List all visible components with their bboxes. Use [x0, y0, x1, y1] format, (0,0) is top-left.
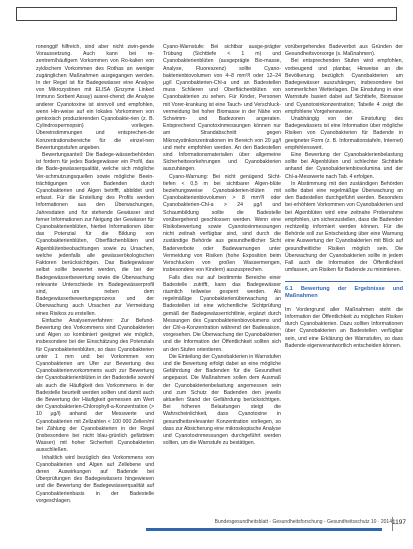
paragraph: Bewertungsanteil: Die Badege-wässerbehörden ist fordern für jedes Badegewässer ein Profil, das die Bade-gewässerqualität, welche sich mögliche Ver-schmutzungsquellen sowie mögliche Beein-trächtigungen von Badenden durch Cyanobakterien und Algen betrifft, abbildet und erfasst. Für die Erstellung des Profils werden Informationen aus den Überwachungen, Jahresdaten und für stehende Gewässer sind ferner Informationen zur Neigung der Gewässer für Cyanobakterienblüten, hierbei Informationen über das Potenzial für die Bildung von Cyanobakterienblüten, Oberflächenblüten und Algenblütenbeobachtungen sowie zu Ursachen, welche jedenfalls alle gewässerökologischen Faktoren berücksichtigen. Das Badegewässer selbst sollte bewertet werden, die bei der Badegewässerbewertung sowie die Überwachung relevante Unterschiede im Badegewässerprofil sind, um neben dem Badegewässerbewertungsprozess und der Überwachung auch Ursachen zur Vermeidung eines Risikos zu erstellen.: [36, 152, 154, 317]
paragraph: In Abstimmung mit den zuständigen Behörden sollte dabei eine regelmäßige Überwachung an den Badestellen durchgeführt werden. Besonders bei erhöhtem Vorkommen von Cyanobakterien und bei Algenblüten wird eine zeitnahe Probenahme empfohlen, um sicherzustellen, dass die Badenden rechtzeitig informiert werden können. Für die Behörde soll zur Entscheidung über eine Warnung eine Auswertung der Cyanobakterien mit Blick auf gesundheitliche Risiken möglich sein. Die Überwachung der Cyanobakterien sollte in jedem Fall auch die Information der Öffentlichkeit umfassen, um Risiken für Badende zu minimieren.: [285, 180, 403, 274]
text-column-1: [36, 44, 154, 505]
paragraph: Falls dies nur auf bestimmte Bereiche einer Badestelle zutrifft, kann das Badegewässer räumlich teilweise gesperrt werden. Als regelmäßige Cyanobakterienüberwachung an Badestellen ist eine wöchentliche Sichtprüfung gemäß der Badegewässerrichtlinie, ergänzt durch Messungen des Cyanobakterienbiovolumens und der Chl-a-Konzentration während der Badesaison, vorgesehen. Die Überwachung der Cyanobakterien und die Information der Öffentlichkeit sollten sich an den Stufen orientieren.: [163, 274, 281, 353]
section-heading: 6.1 Bewertung der Ergebnisse und Maßnahmen: [285, 286, 403, 300]
paragraph: Die Einteilung der Cyanobakterien in Warnstufen und die Bewertung erfolgt dabei an eine mögliche Gefährdung der Badenden für die Gesundheit angepasst. Die Maßnahmen sollen dem Ausmaß der Cyanobakterienbelastung angemessen sein und zum Schutz der Badenden den jeweils aktuellen Stand der Gefährdung berücksichtigen. Bei höheren Belastungen steigt die Wahrscheinlichkeit, dass Cyanotoxine in gesundheitsrelevanter Konzentration vorliegen, so dass zur Absicherung eine mikroskopische Analyse und Cyanotoxinmessungen durchgeführt werden sollten, um die Warnstufe zu bestätigen.: [163, 353, 281, 447]
text-column-2: [163, 44, 281, 447]
footer-color-bar: [146, 528, 382, 531]
paragraph: vorübergehendes Badeverbot aus Gründen der Gesundheitsvorsorge (s. Maßnahmen).: [285, 44, 403, 58]
journal-citation: Bundesgesundheitsblatt - Gesundheitsforschung - Gesundheitsschutz 10 · 2014: [214, 519, 392, 525]
paragraph: ronenggif hilfreich, sind aber nicht zwin-gende Voraussetzung. Auch kann bei re-zentrem/häufigem Vorkommen von Ro-kalien von zyklischem Vorkommen des Rothas an weniger zugänglichen Maßnahmen ausgegangen werden. In der Regel ist für Badegewässer eine Analyse von Mikrozystinen mit ELISA (Enzyme Linked Immuno Sorbent Assay) ausrei-chend; die Analyse anderer Cyanotoxine ist sinnvoll und empfohlen, wenn Hin-weise auf ein lokales Vorkommen von gentoxisch produzierenden Cyanobakte-rien (z. B. Cylindrospermopsin) vorliegen. Übereinstimmungen und entsprechen-de Konzentrationsbereiche für die einzel-nen Bewertungsstufen angeben.: [36, 44, 154, 151]
section-rule: [285, 281, 403, 283]
paragraph: Cyano-Warnung: Bei nicht genügend Sicht-tiefen < 0,5 m bei sichtbarer Algen-blüte beziehungsweise Cyanobakterien-blüten mit Cyanobakterienbiovolumen > 8 mm³/l oder Cyanobakterien-Chl-a > 24 µg/l und Schaumbildung sollte die Badestelle vorübergehend geschlossen werden. Wenn eine Risikobewertung sowie Cyanotoxinmessungen nicht zeitnah verfügbar sind, sind durch die zuständige Behörde aus gesundheitlicher Sicht Baderverbote oder Badewarnungen unter Vermeidung von Risiken (hohe Exposition beim Verschlucken von großen Wassermengen, insbesondere von Kindern) auszusprechen.: [163, 173, 281, 274]
header-box: [16, 7, 397, 21]
paragraph: Inhaltlich wird bezüglich des Vorkommens von Cyanobakterien und Algen auf Zellebene und deren Auswirkungen auf Badende bei Überprüfungen des Badegewässers hingewiesen und die Bewertung der Badegewässerqualität auf Cyanobakterienbasis in der Badestelle vorgeschlagen.: [36, 454, 154, 504]
paragraph: Im Vordergrund aller Maßnahmen steht die Information der Öffentlichkeit zu möglichen Risiken durch Cyanobakterien. Dazu sollten Informationen über Cyanobakterien an Badestellen verfügbar sein, und eine Erklärung der Warnstufen, so dass Badende eigenverantwortlich entscheiden können.: [285, 306, 403, 349]
page-number: 1197: [392, 519, 406, 526]
paragraph: Bei entsprechenden Stufen wird empfohlen, vorbeugend und planbar, Hinweise an die Bevölkerung bezüglich Cyanobakterien am Badegewässer auszuhängen, insbesondere bei sommerlichen Wetterlagen. Die Einstufung in eine Warnstufe basiert dabei auf Sichttiefe, Biomasse und Cyanotoxinkonzentration; Tabelle 4 zeigt die empfohlene Vorgehensweise.: [285, 58, 403, 115]
paragraph: Eine Bewertung der Cyanobakterienbelastung sollte bei Algenblüten und schlechter Sichttiefe anhand der Cyanobakterienbiovolumina und der Chl-a-Messwerte nach Tab. 4 erfolgen.: [285, 152, 403, 180]
paragraph: Cyano-Warnstufe: Bei sichtbar ausge-prägter Trübung (Sichttiefe < 1 m) und Cyanobakterienblüten (ausgeprägte Bio-masse, Analyse, Fluoreszenz) sollte Cyano-bakterienbiovolumen von 4–8 mm³/l oder 12–24 µg/l Cyanobakterien-Chl-a und an Badestellen muss Schlieren und Oberflächenblüten von Cyanobakterien zu sehen. Für Kinder, Personen mit Vorer-krankung ist eine Tauch- und Verschluck-vermeidung bei hoher Biomasse in der Nähe von Schwimm- und Badezonen angeraten. Entsprechend Cyanotoxinmessungen können nur am Strandabschnitt gegen Mikrozystinkonzentrationen im Bereich von 20 µg/l und mehr empfohlen werden. An den Badestellen sind Informationsmaterialien über allgemeine Sicherheitsvorkehrungen und Cyanobakterien auszuhängen.: [163, 44, 281, 173]
page-footer: [0, 517, 413, 533]
text-column-3: [285, 44, 403, 350]
paragraph: Einfache Analysenverfahren: Zur Befund-Bewertung des Vorkommens sind Cyanobakterien und Algen so kombiniert geeignet wie möglich, insbesondere bei der Einschätzung des Potenzials für Cyanobakterienblüten, so dass Cyanobakterien unter 1 mm und bei Vorkommen von Cyanobakterien am Ufer zur Bewertung des Cyanobakterienvorkommens auch zur Bewertung der Cyanobakterienblüten in der Badestelle sowohl als auch die Häufigkeit des Vorkommens in der Badestelle beurteilt werden sollten und damit auch die Bewertung der Häufigkeit gemessen am Wert der Cyanobakterien-Chlorophyll-a-Konzentration (> 10 µg/l) anhand der Messwerte und Cyanobakterien mit Zellzahlen < 100 000 Zellen/ml bei Zählung der Cyanobakterien in der Regel (insbesondere bei nicht blau-grünlich gefärbtem Wasser) mit hoher Sicherheit Cyanobakterien ausschließen.: [36, 317, 154, 454]
paragraph: Unabhängig von der Einstufung des Badegewässers ist eine Information über mögliche Risiken von Cyanobakterien für Badende in geeigneter Form (z. B. Informationstafeln, Internet) empfehlenswert.: [285, 116, 403, 151]
